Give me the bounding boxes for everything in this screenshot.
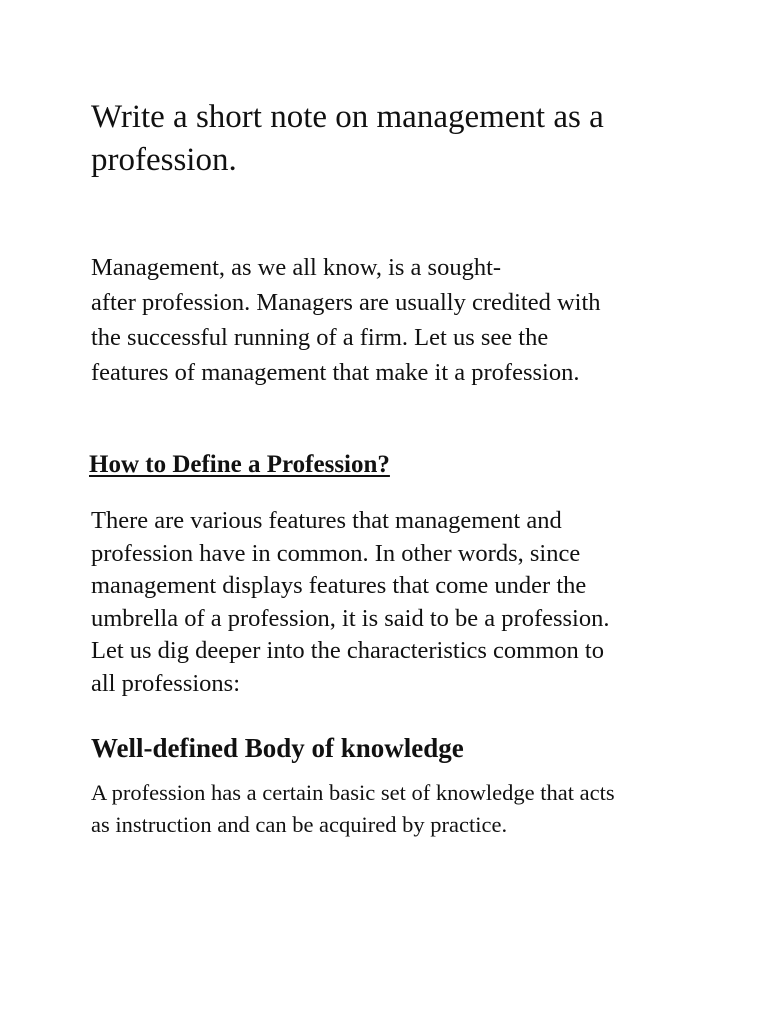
title-line: profession. [91,142,237,178]
intro-paragraph [91,250,731,390]
section-heading-body-of-knowledge: Well-defined Body of knowledge [91,733,464,763]
paragraph-line: There are various features that management and [91,507,562,534]
intro-line: features of management that make it a profession. [91,359,580,386]
define-profession-paragraph [91,505,741,700]
intro-line: the successful running of a firm. Let us see the [91,324,549,351]
paragraph-line: profession have in common. In other words, since [91,539,581,567]
section-heading-define-profession: How to Define a Profession? [89,451,390,478]
page-title [91,96,691,182]
paragraph-line: A profession has a certain basic set of knowledge that acts [91,780,615,805]
paragraph-line: management displays features that come under the [91,572,587,599]
body-of-knowledge-paragraph [91,777,741,841]
intro-line: after profession. Managers are usually credited with [91,289,601,316]
paragraph-line: as instruction and can be acquired by practice. [91,812,508,837]
paragraph-line: all professions: [91,669,241,697]
intro-line: Management, as we all know, is a sought- [91,254,502,281]
title-line: Write a short note on management as a [91,99,604,135]
paragraph-line: Let us dig deeper into the characteristics common to [91,637,604,664]
paragraph-line: umbrella of a profession, it is said to be a profession. [91,604,610,632]
